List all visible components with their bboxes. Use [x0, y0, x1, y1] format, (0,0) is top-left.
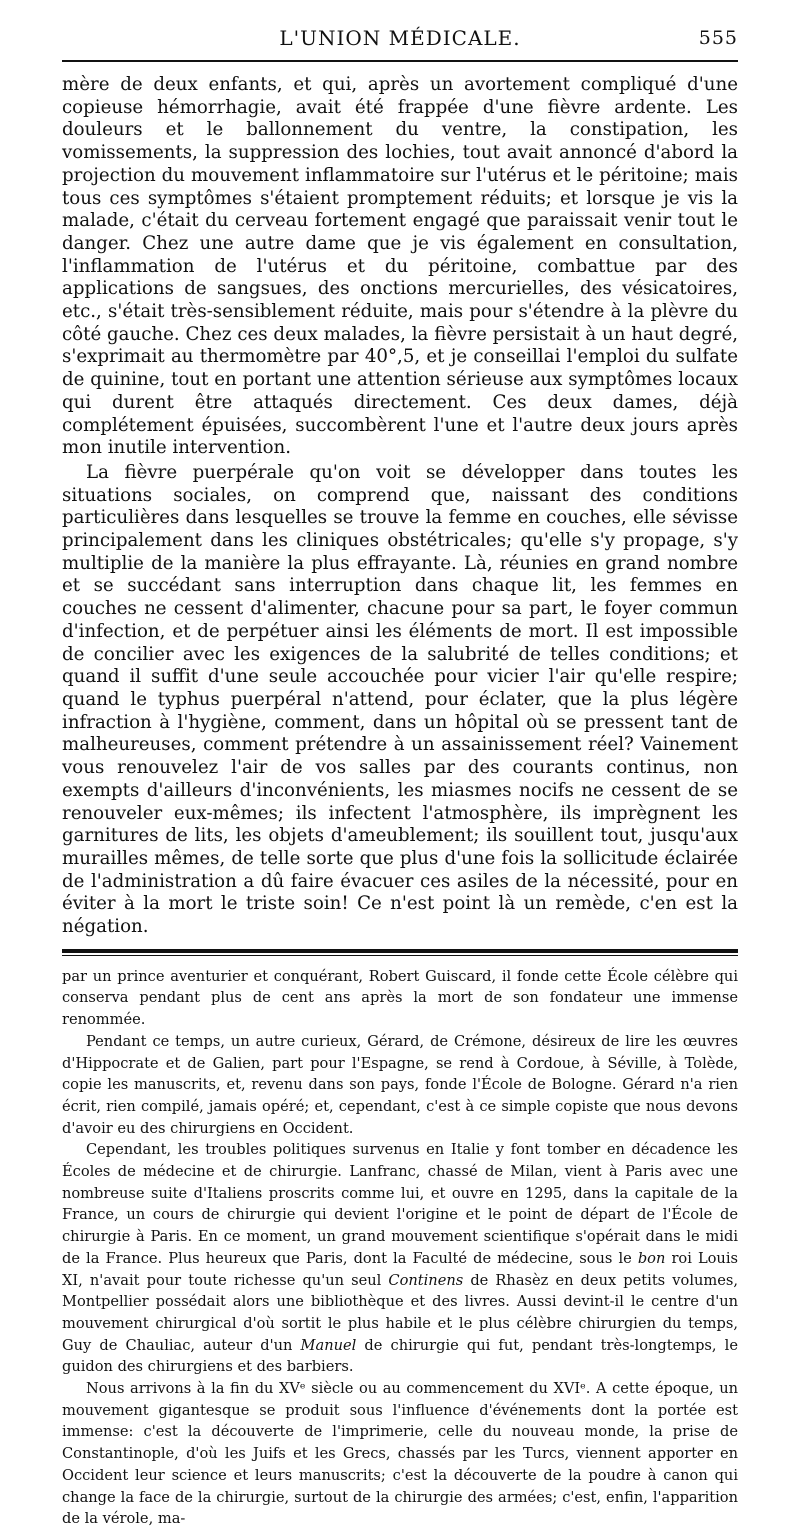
paragraph: La fièvre puerpérale qu'on voit se développer dans toutes les situations sociales, on comprend que, naissant des conditions particulières dans lesquelles se trouve la femme en couches, elle sévisse principalement dans les cliniques obstétricales; qu'elle s'y propage, s'y multiplie de la manière la plus effrayante. Là, réunies en grand nombre et se succédant sans interruption dans chaque lit, les femmes en couches ne cessent d'alimenter, chacune pour sa part, le foyer commun d'infection, et de perpétuer ainsi les éléments de mort. Il est impossible de concilier avec les exigences de la salubrité de telles conditions; et quand il suffit d'une seule accouchée pour vicier l'air qu'elle respire; quand le typhus puerpéral n'attend, pour éclater, que la plus légère infraction à l'hygiène, comment, dans un hôpital où se pressent tant de malheureuses, comment prétendre à un assainissement réel? Vainement vous renouvelez l'air de vos salles par des courants continus, non exempts d'ailleurs d'inconvénients, les miasmes nocifs ne cessent de se renouveler eux-mêmes; ils infectent l'atmosphère, ils imprègnent les garnitures de lits, les objets d'ameublement; ils souillent tout, jusqu'aux murailles mêmes, de telle sorte que plus d'une fois la sollicitude éclairée de l'administration a dû faire évacuer ces asiles de la nécessité, pour en éviter à la mort le triste soin! Ce n'est point là un remède, c'en est la négation. [62, 461, 738, 938]
paragraph: mère de deux enfants, et qui, après un avortement compliqué d'une copieuse hémorrhagie, avait été frappée d'une fièvre ardente. Les douleurs et le ballonnement du ventre, la constipation, les vomissements, la suppression des lochies, tout avait annoncé d'abord la projection du mouvement inflammatoire sur l'utérus et le péritoine; mais tous ces symptômes s'étaient promptement réduits; et lorsque je vis la malade, c'était du cerveau fortement engagé que paraissait venir tout le danger. Chez une autre dame que je vis également en consultation, l'inflammation de l'utérus et du péritoine, combattue par des applications de sangsues, des onctions mercurielles, des vésicatoires, etc., s'était très-sensiblement réduite, mais pour s'étendre à la plèvre du côté gauche. Chez ces deux malades, la fièvre persistait à un haut degré, s'exprimait au thermomètre par 40°,5, et je conseillai l'emploi du sulfate de quinine, tout en portant une attention sérieuse aux symptômes locaux qui durent être attaqués directement. Ces deux dames, déjà complétement épuisées, succombèrent l'une et l'autre deux jours après mon inutile intervention. [62, 74, 738, 459]
main-article [62, 74, 738, 939]
paragraph: Nous arrivons à la fin du XVᵉ siècle ou au commencement du XVIᵉ. A cette époque, un mouvement gigantesque se produit sous l'influence d'événements dont la portée est immense: c'est la découverte de l'imprimerie, celle du nouveau monde, la prise de Constantinople, d'où les Juifs et les Grecs, chassés par les Turcs, viennent apporter en Occident leur science et leurs manuscrits; c'est la découverte de la poudre à canon qui change la face de la chirurgie, surtout de la chirurgie des armées; c'est, enfin, l'apparition de la vérole, ma- [62, 1380, 738, 1528]
italic-title: Manuel [300, 1336, 357, 1354]
feuilleton-separator [62, 949, 738, 956]
journal-title: L'UNION MÉDICALE. [279, 26, 521, 50]
feuilleton-article [62, 966, 738, 1530]
paragraph: Pendant ce temps, un autre curieux, Gérard, de Crémone, désireux de lire les œuvres d'Hippocrate et de Galien, part pour l'Espagne, se rend à Cordoue, à Séville, à Tolède, copie les manuscrits, et, revenu dans son pays, fonde l'École de Bologne. Gérard n'a rien écrit, rien compilé, jamais opéré; et, cependant, c'est à ce simple copiste que nous devons d'avoir eu des chirurgiens en Occident. [62, 1032, 738, 1137]
page-number: 555 [698, 27, 738, 49]
running-head [62, 20, 738, 56]
text-run: de Rhasèz en deux petits volumes, Montpellier possédait alors une bibliothèque et des livres. Aussi devint-il le centre d'un mouvement chirurgical d'où sortit le plus habile et le plus célèbre chirurgien du temps, Guy de Chauliac, auteur d'un [62, 1271, 738, 1354]
separator-thick-rule [62, 949, 738, 953]
paragraph [62, 1139, 738, 1378]
separator-thin-rule [62, 955, 738, 956]
italic-word: bon [637, 1249, 666, 1267]
text-run: roi Louis XI, n'avait pour toute richesse qu'un seul [62, 1249, 738, 1289]
header-rule [62, 60, 738, 62]
italic-title: Continens [388, 1271, 464, 1289]
text-run: Cependant, les troubles politiques survenus en Italie y font tomber en décadence les Écoles de médecine et de chirurgie. Lanfranc, chassé de Milan, vient à Paris avec une nombreuse suite d'Italiens proscrits comme lui, et ouvre en 1295, dans la capitale de la France, un cours de chirurgie qui devient l'origine et le point de départ de l'École de chirurgie à Paris. En ce moment, un grand mouvement scientifique s'opérait dans le midi de la France. Plus heureux que Paris, dont la Faculté de médecine, sous le [62, 1141, 738, 1267]
text-run: de chirurgie qui fut, pendant très-longtemps, le guidon des chirurgiens et des barbiers. [62, 1336, 738, 1376]
paragraph: par un prince aventurier et conquérant, Robert Guiscard, il fonde cette École célèbre qui conserva pendant plus de cent ans après la mort de son fondateur une immense renommée. [62, 967, 738, 1029]
